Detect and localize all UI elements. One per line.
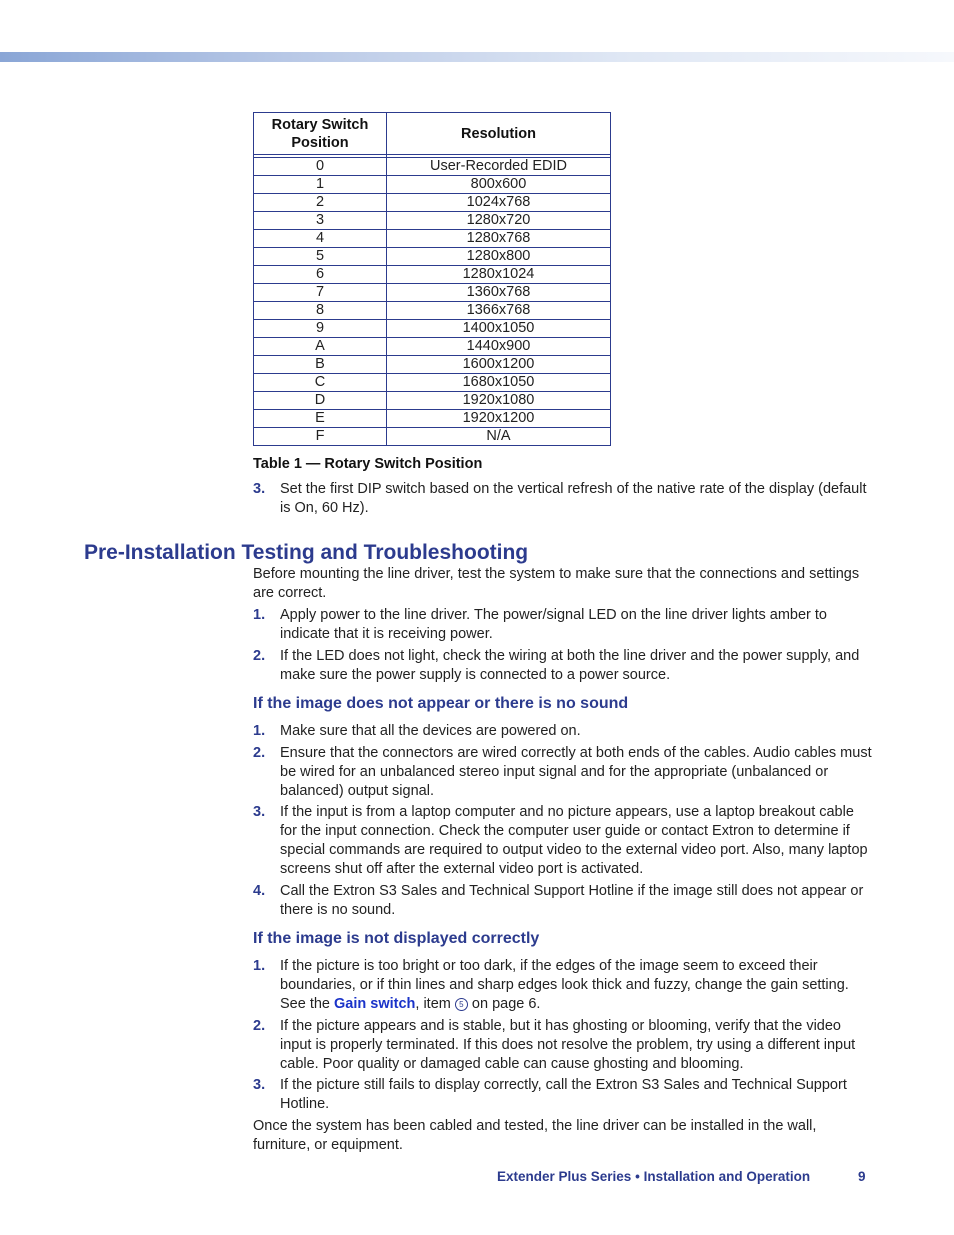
table-row <box>254 338 611 356</box>
step-number: 1. <box>253 723 266 739</box>
cell-position: 7 <box>254 284 387 302</box>
step-text: Ensure that the connectors are wired correctly at both ends of the cables. Audio cables must be wired for an unbalanced stereo input signal and for the appropriate (unbalanced or balanced) output signal. <box>280 745 872 799</box>
table-row <box>254 266 611 284</box>
table-row <box>254 374 611 392</box>
step-text-part: on page 6. <box>467 996 541 1012</box>
table-header-position: Rotary Switch Position <box>254 113 387 155</box>
table-row <box>254 176 611 194</box>
step-number: 2. <box>253 745 266 761</box>
cell-resolution: 1024x768 <box>387 194 611 212</box>
step-text <box>280 957 873 1014</box>
list-item <box>253 1076 873 1114</box>
step-text: Set the first DIP switch based on the vertical refresh of the native rate of the display (default is On, 60 Hz). <box>280 481 867 516</box>
caption-title: Rotary Switch Position <box>324 456 483 472</box>
step-number: 3. <box>253 481 266 497</box>
cell-resolution: N/A <box>387 428 611 446</box>
header-gradient-bar <box>0 52 954 62</box>
cell-position: 5 <box>254 248 387 266</box>
list-item <box>253 803 873 879</box>
list-item <box>253 606 873 644</box>
step-text-part: , item <box>415 996 455 1012</box>
step-number: 1. <box>253 607 266 623</box>
step-number: 3. <box>253 1077 266 1093</box>
step-number: 4. <box>253 883 266 899</box>
cell-position: B <box>254 356 387 374</box>
table-body <box>254 155 611 446</box>
cell-resolution: 1680x1050 <box>387 374 611 392</box>
list-item <box>253 957 873 1014</box>
subsection-title-not-displayed: If the image is not displayed correctly <box>253 930 540 947</box>
cell-position: 1 <box>254 176 387 194</box>
table-row <box>254 158 611 176</box>
table-row <box>254 248 611 266</box>
rotary-switch-table <box>253 112 611 446</box>
page-number: 9 <box>858 1169 866 1184</box>
step-number: 3. <box>253 804 266 820</box>
caption-label: Table 1 <box>253 456 302 472</box>
table-row <box>254 392 611 410</box>
footer-doc-title: Installation and Operation <box>643 1169 811 1184</box>
list-item-step-3 <box>253 480 873 518</box>
table-row <box>254 230 611 248</box>
step-text: If the input is from a laptop computer and no picture appears, use a laptop breakout cable for the input connection. Check the computer user guide or contact Extron to determine if special commands are required to output video to the external video port. Also, many laptop screens shut off after the external video port is activated. <box>280 804 868 877</box>
cell-resolution: 1280x1024 <box>387 266 611 284</box>
item-number-circle-icon: 5 <box>455 998 468 1011</box>
step-text: Apply power to the line driver. The power/signal LED on the line driver lights amber to indicate that it is receiving power. <box>280 607 827 642</box>
closing-paragraph: Once the system has been cabled and tested, the line driver can be installed in the wall, furniture, or equipment. <box>253 1118 817 1153</box>
table-row <box>254 410 611 428</box>
list-item <box>253 744 873 801</box>
cell-resolution: 1366x768 <box>387 302 611 320</box>
cell-resolution: 1600x1200 <box>387 356 611 374</box>
step-number: 2. <box>253 648 266 664</box>
cell-resolution: 1920x1080 <box>387 392 611 410</box>
cell-resolution: User-Recorded EDID <box>387 158 611 176</box>
cell-position: 6 <box>254 266 387 284</box>
step-number: 2. <box>253 1018 266 1034</box>
page-footer <box>497 1167 866 1186</box>
step-text: Call the Extron S3 Sales and Technical Support Hotline if the image still does not appear or there is no sound. <box>280 883 864 918</box>
list-item <box>253 722 873 741</box>
table-row <box>254 356 611 374</box>
table-row <box>254 212 611 230</box>
cell-position: 3 <box>254 212 387 230</box>
cell-position: D <box>254 392 387 410</box>
table-row <box>254 194 611 212</box>
step-text: If the picture appears and is stable, but it has ghosting or blooming, verify that the video input is properly terminated. If this does not resolve the problem, try using a different input cable. Poor quality or damaged cable can cause ghosting and blooming. <box>280 1018 856 1072</box>
list-item <box>253 647 873 685</box>
footer-bullet: • <box>635 1169 640 1184</box>
cell-position: 4 <box>254 230 387 248</box>
cell-resolution: 1280x720 <box>387 212 611 230</box>
cell-resolution: 1920x1200 <box>387 410 611 428</box>
cell-position: 9 <box>254 320 387 338</box>
cell-resolution: 1400x1050 <box>387 320 611 338</box>
step-text: Make sure that all the devices are powered on. <box>280 723 581 739</box>
cell-position: F <box>254 428 387 446</box>
cell-position: A <box>254 338 387 356</box>
cell-resolution: 1280x800 <box>387 248 611 266</box>
table-row <box>254 428 611 446</box>
cell-resolution: 1440x900 <box>387 338 611 356</box>
step-text: If the picture still fails to display correctly, call the Extron S3 Sales and Technical Support Hotline. <box>280 1077 847 1112</box>
footer-series: Extender Plus Series <box>497 1169 632 1184</box>
table-caption <box>253 455 482 474</box>
step-text-part: If the picture is too bright or too dark, if the edges of the image seem to exceed their boundaries, or if thin lines and sharp edges look thick and fuzzy, change the gain setting. See the <box>280 958 849 1012</box>
gain-switch-link[interactable]: Gain switch <box>334 996 416 1012</box>
cell-position: C <box>254 374 387 392</box>
list-item <box>253 882 873 920</box>
cell-resolution: 1360x768 <box>387 284 611 302</box>
caption-separator: — <box>305 456 321 472</box>
step-number: 1. <box>253 958 266 974</box>
subsection-title-no-image: If the image does not appear or there is no sound <box>253 695 629 712</box>
list-item <box>253 1017 873 1074</box>
cell-position: 2 <box>254 194 387 212</box>
table-header-resolution: Resolution <box>387 113 611 155</box>
cell-position: 0 <box>254 158 387 176</box>
cell-resolution: 1280x768 <box>387 230 611 248</box>
section-intro: Before mounting the line driver, test the system to make sure that the connections and settings are correct. <box>253 566 860 601</box>
table-row <box>254 320 611 338</box>
section-title: Pre-Installation Testing and Troubleshooting <box>84 541 529 564</box>
table-row <box>254 302 611 320</box>
table-row <box>254 284 611 302</box>
cell-resolution: 800x600 <box>387 176 611 194</box>
step-text: If the LED does not light, check the wiring at both the line driver and the power supply, and make sure the power supply is connected to a power source. <box>280 648 860 683</box>
cell-position: E <box>254 410 387 428</box>
cell-position: 8 <box>254 302 387 320</box>
